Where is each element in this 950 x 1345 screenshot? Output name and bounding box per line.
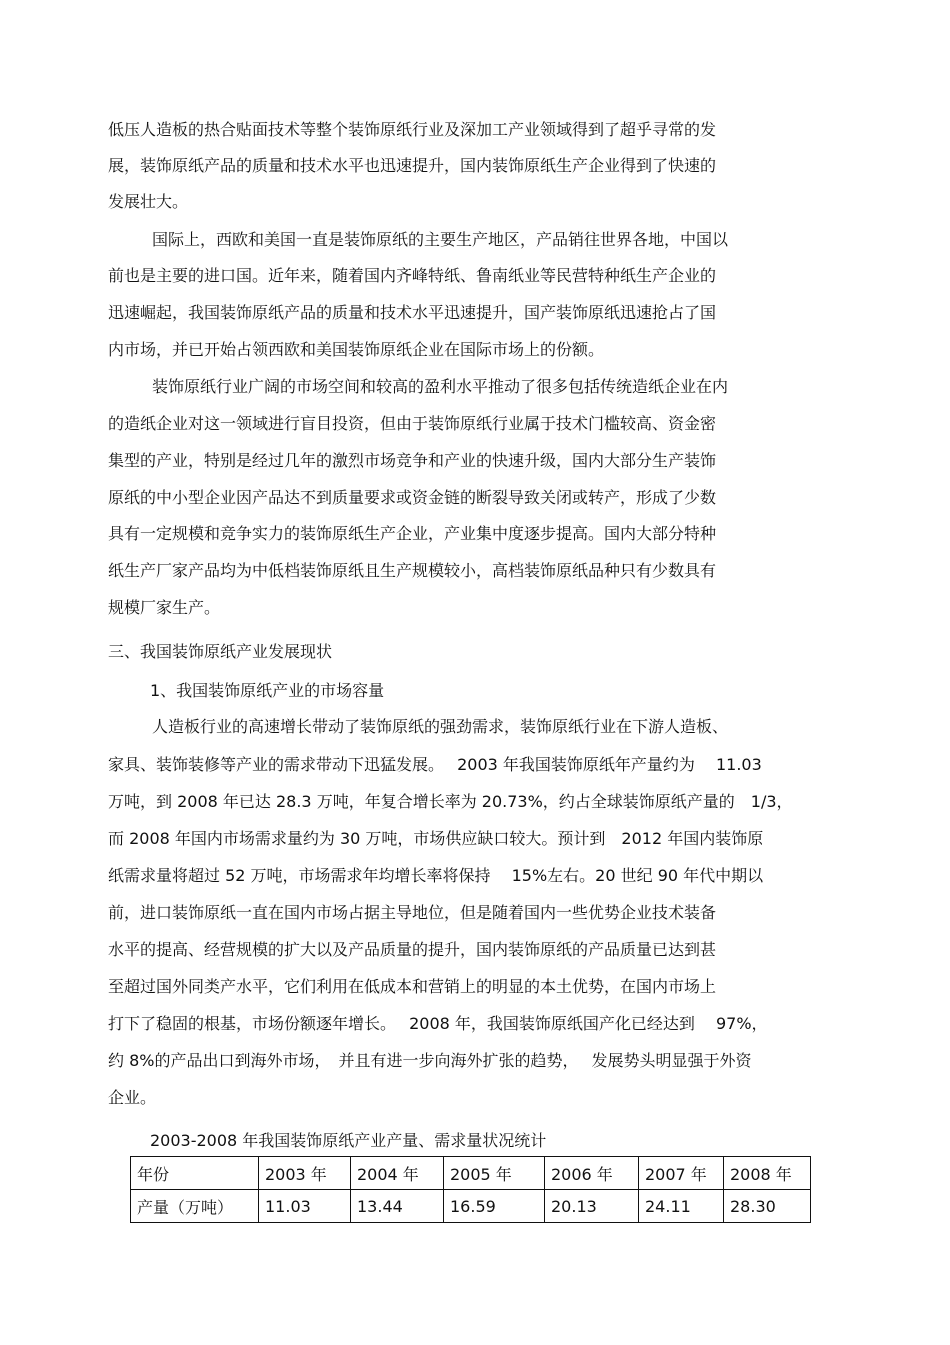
table-cell: 2007 年 bbox=[639, 1157, 724, 1190]
table-cell: 2006 年 bbox=[545, 1157, 639, 1190]
subsection-heading: 1、我国装饰原纸产业的市场容量 bbox=[150, 681, 385, 700]
text-line: 展，装饰原纸产品的质量和技术水平也迅速提升，国内装饰原纸生产企业得到了快速的 bbox=[108, 156, 717, 175]
text-line: 前也是主要的进口国。近年来，随着国内齐峰特纸、鲁南纸业等民营特种纸生产企业的 bbox=[108, 266, 717, 285]
text-line: 而 2008 年国内市场需求量约为 30 万吨，市场供应缺口较大。预计到 2012 年国内装饰原 bbox=[108, 829, 764, 848]
table-cell: 2004 年 bbox=[351, 1157, 444, 1190]
text-line: 前，进口装饰原纸一直在国内市场占据主导地位，但是随着国内一些优势企业技术装备 bbox=[108, 903, 717, 922]
statistics-table bbox=[130, 1156, 811, 1223]
text-line: 人造板行业的高速增长带动了装饰原纸的强劲需求，装饰原纸行业在下游人造板、 bbox=[152, 717, 729, 736]
text-line: 发展壮大。 bbox=[108, 192, 189, 211]
table-row-year bbox=[131, 1157, 811, 1190]
table-cell: 20.13 bbox=[545, 1190, 639, 1223]
text-line: 企业。 bbox=[108, 1088, 157, 1107]
text-line: 纸需求量将超过 52 万吨，市场需求年均增长率将保持 15%左右。20 世纪 90 年代中期以 bbox=[108, 866, 764, 885]
table-cell: 24.11 bbox=[639, 1190, 724, 1223]
table-cell: 产量（万吨） bbox=[131, 1190, 259, 1223]
table-cell: 年份 bbox=[131, 1157, 259, 1190]
section-heading: 三、我国装饰原纸产业发展现状 bbox=[108, 642, 333, 661]
table-caption: 2003-2008 年我国装饰原纸产业产量、需求量状况统计 bbox=[150, 1131, 547, 1150]
text-line: 国际上，西欧和美国一直是装饰原纸的主要生产地区，产品销往世界各地，中国以 bbox=[152, 230, 729, 249]
text-line: 迅速崛起，我国装饰原纸产品的质量和技术水平迅速提升，国产装饰原纸迅速抢占了国 bbox=[108, 303, 717, 322]
text-line: 水平的提高、经营规模的扩大以及产品质量的提升，国内装饰原纸的产品质量已达到甚 bbox=[108, 940, 717, 959]
text-line: 装饰原纸行业广阔的市场空间和较高的盈利水平推动了很多包括传统造纸企业在内 bbox=[152, 377, 729, 396]
table-cell: 13.44 bbox=[351, 1190, 444, 1223]
text-line: 内市场，并已开始占领西欧和美国装饰原纸企业在国际市场上的份额。 bbox=[108, 340, 605, 359]
table-cell: 16.59 bbox=[444, 1190, 545, 1223]
text-line: 约 8%的产品出口到海外市场， 并且有进一步向海外扩张的趋势， 发展势头明显强于外资 bbox=[108, 1051, 752, 1070]
table-cell: 2008 年 bbox=[724, 1157, 811, 1190]
text-line: 的造纸企业对这一领域进行盲目投资，但由于装饰原纸行业属于技术门槛较高、资金密 bbox=[108, 414, 717, 433]
text-line: 具有一定规模和竞争实力的装饰原纸生产企业，产业集中度逐步提高。国内大部分特种 bbox=[108, 524, 717, 543]
table-cell: 2005 年 bbox=[444, 1157, 545, 1190]
text-line: 万吨，到 2008 年已达 28.3 万吨，年复合增长率为 20.73%，约占全球装饰原纸产量的 1/3， bbox=[108, 792, 793, 811]
table-cell: 11.03 bbox=[259, 1190, 351, 1223]
text-line: 家具、装饰装修等产业的需求带动下迅猛发展。 2003 年我国装饰原纸年产量约为 11.03 bbox=[108, 755, 762, 774]
text-line: 纸生产厂家产品均为中低档装饰原纸且生产规模较小，高档装饰原纸品种只有少数具有 bbox=[108, 561, 717, 580]
table-cell: 2003 年 bbox=[259, 1157, 351, 1190]
text-line: 低压人造板的热合贴面技术等整个装饰原纸行业及深加工产业领域得到了超乎寻常的发 bbox=[108, 120, 717, 139]
text-line: 规模厂家生产。 bbox=[108, 598, 221, 617]
text-line: 原纸的中小型企业因产品达不到质量要求或资金链的断裂导致关闭或转产，形成了少数 bbox=[108, 488, 717, 507]
table-row-output bbox=[131, 1190, 811, 1223]
text-line: 至超过国外同类产水平，它们利用在低成本和营销上的明显的本土优势，在国内市场上 bbox=[108, 977, 717, 996]
text-line: 集型的产业，特别是经过几年的激烈市场竞争和产业的快速升级，国内大部分生产装饰 bbox=[108, 451, 717, 470]
table-cell: 28.30 bbox=[724, 1190, 811, 1223]
text-line: 打下了稳固的根基，市场份额逐年增长。 2008 年，我国装饰原纸国产化已经达到 97%， bbox=[108, 1014, 768, 1033]
